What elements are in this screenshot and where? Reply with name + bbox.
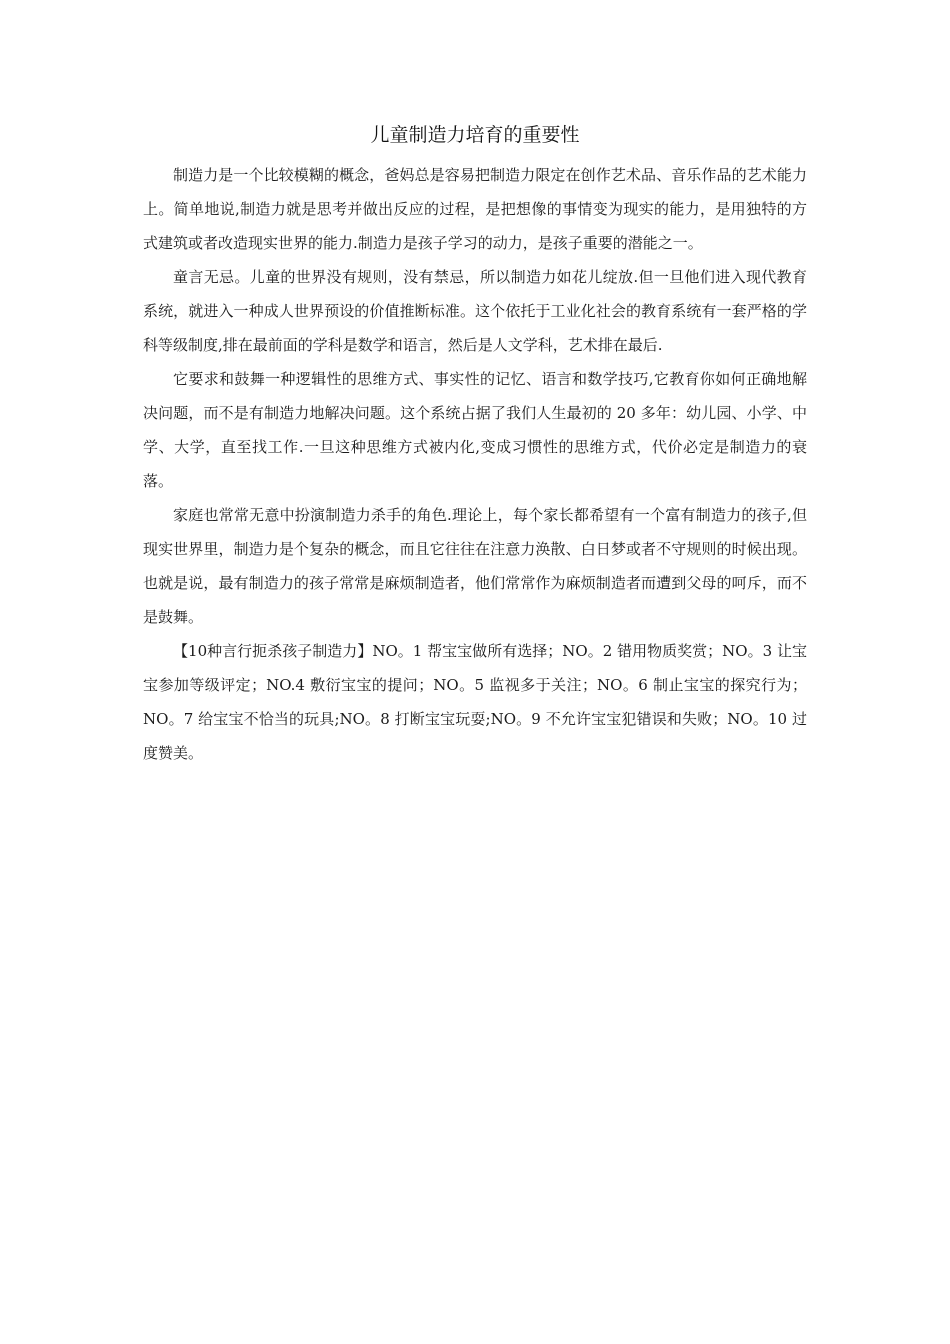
paragraph-education-system: 童言无忌。儿童的世界没有规则，没有禁忌，所以制造力如花儿绽放.但一旦他们进入现代教育系统，就进入一种成人世界预设的价值推断标准。这个依托于工业化社会的教育系统有一套严格的学科等级制度,排在最前面的学科是数学和语言，然后是人文学科，艺术排在最后. [143,268,807,354]
paragraph-family-role: 家庭也常常无意中扮演制造力杀手的角色.理论上，每个家长都希望有一个富有制造力的孩子,但现实世界里，制造力是个复杂的概念，而且它往往在注意力涣散、白日梦或者不守规则的时候出现。也就是说，最有制造力的孩子常常是麻烦制造者，他们常常作为麻烦制造者而遭到父母的呵斥，而不是鼓舞。 [143,506,807,626]
paragraph-ten-behaviors: 【10种言行扼杀孩子制造力】NO。1 帮宝宝做所有选择；NO。2 错用物质奖赏；NO。3 让宝宝参加等级评定；NO.4 敷衍宝宝的提问；NO。5 监视多于关注；NO。6 制止宝宝的探究行为；NO。7 给宝宝不恰当的玩具;NO。8 打断宝宝玩耍;NO。9 不允许宝宝犯错误和失败；NO。10 过度赞美。 [143,642,807,762]
paragraph-logical-thinking: 它要求和鼓舞一种逻辑性的思维方式、事实性的记忆、语言和数学技巧,它教育你如何正确地解决问题，而不是有制造力地解决问题。这个系统占据了我们人生最初的 20 多年：幼儿园、小学、中学、大学，直至找工作.一旦这种思维方式被内化,变成习惯性的思维方式，代价必定是制造力的衰落。 [143,370,807,490]
document-body [143,118,807,770]
paragraph-definition: 制造力是一个比较模糊的概念，爸妈总是容易把制造力限定在创作艺术品、音乐作品的艺术能力上。简单地说,制造力就是思考并做出反应的过程，是把想像的事情变为现实的能力，是用独特的方式建筑或者改造现实世界的能力.制造力是孩子学习的动力，是孩子重要的潜能之一。 [143,166,807,252]
document-title: 儿童制造力培育的重要性 [370,124,580,146]
